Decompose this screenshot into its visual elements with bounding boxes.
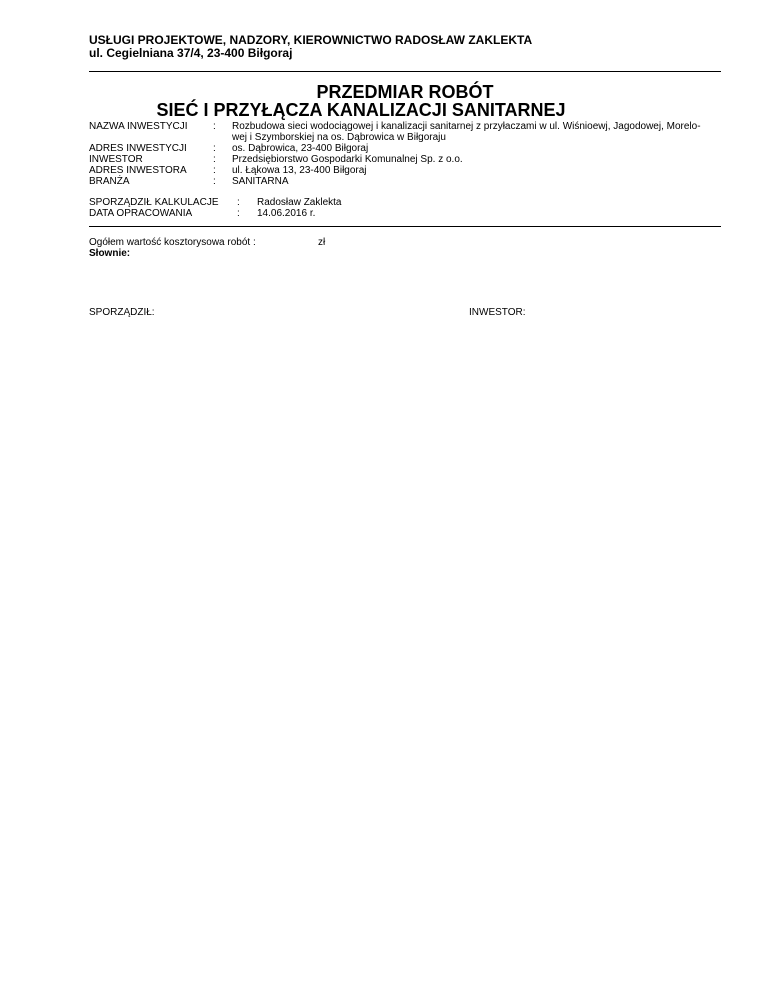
value-branch: SANITARNA bbox=[232, 176, 289, 187]
separator: : bbox=[213, 176, 216, 187]
separator: : bbox=[213, 165, 216, 176]
separator: : bbox=[213, 154, 216, 165]
value-investment-name: Rozbudowa sieci wodociągowej i kanalizacji sanitarnej z przyłaczami w ul. Wiśnioewj, Jagodowej, Morelo- bbox=[232, 121, 701, 132]
separator: : bbox=[237, 197, 240, 208]
document-subtitle: SIEĆ I PRZYŁĄCZA KANALIZACJI SANITARNEJ bbox=[156, 100, 566, 120]
label-investor-address: ADRES INWESTORA bbox=[89, 165, 187, 176]
separator: : bbox=[213, 121, 216, 132]
company-name: USŁUGI PROJEKTOWE, NADZORY, KIEROWNICTWO RADOSŁAW ZAKLEKTA bbox=[89, 33, 533, 47]
value-investor: Przedsiębiorstwo Gospodarki Komunalnej Sp. z o.o. bbox=[232, 154, 463, 165]
label-date: DATA OPRACOWANIA bbox=[89, 208, 193, 219]
value-prepared-by: Radosław Zaklekta bbox=[257, 197, 342, 208]
signature-investor: INWESTOR: bbox=[469, 307, 526, 318]
value-date: 14.06.2016 r. bbox=[257, 208, 316, 219]
separator: : bbox=[213, 143, 216, 154]
label-branch: BRANŻA bbox=[89, 176, 130, 187]
label-prepared-by: SPORZĄDZIŁ KALKULACJE bbox=[89, 197, 219, 208]
value-investment-address: os. Dąbrowica, 23-400 Biłgoraj bbox=[232, 143, 369, 154]
label-investment-address: ADRES INWESTYCJI bbox=[89, 143, 187, 154]
separator: : bbox=[237, 208, 240, 219]
document-title: PRZEDMIAR ROBÓT bbox=[316, 82, 494, 102]
header-divider bbox=[89, 71, 721, 72]
label-investment-name: NAZWA INWESTYCJI bbox=[89, 121, 188, 132]
total-in-words-label: Słownie: bbox=[89, 248, 131, 259]
signature-prepared-by: SPORZĄDZIŁ: bbox=[89, 307, 155, 318]
company-address: ul. Cegielniana 37/4, 23-400 Biłgoraj bbox=[89, 46, 293, 60]
value-investor-address: ul. Łąkowa 13, 23-400 Biłgoraj bbox=[232, 165, 367, 176]
total-currency: zł bbox=[318, 237, 326, 248]
label-investor: INWESTOR bbox=[89, 154, 143, 165]
details-divider bbox=[89, 226, 721, 227]
total-value-label: Ogółem wartość kosztorysowa robót : bbox=[89, 237, 256, 248]
value-investment-name-cont: wej i Szymborskiej na os. Dąbrowica w Biłgoraju bbox=[232, 132, 446, 143]
